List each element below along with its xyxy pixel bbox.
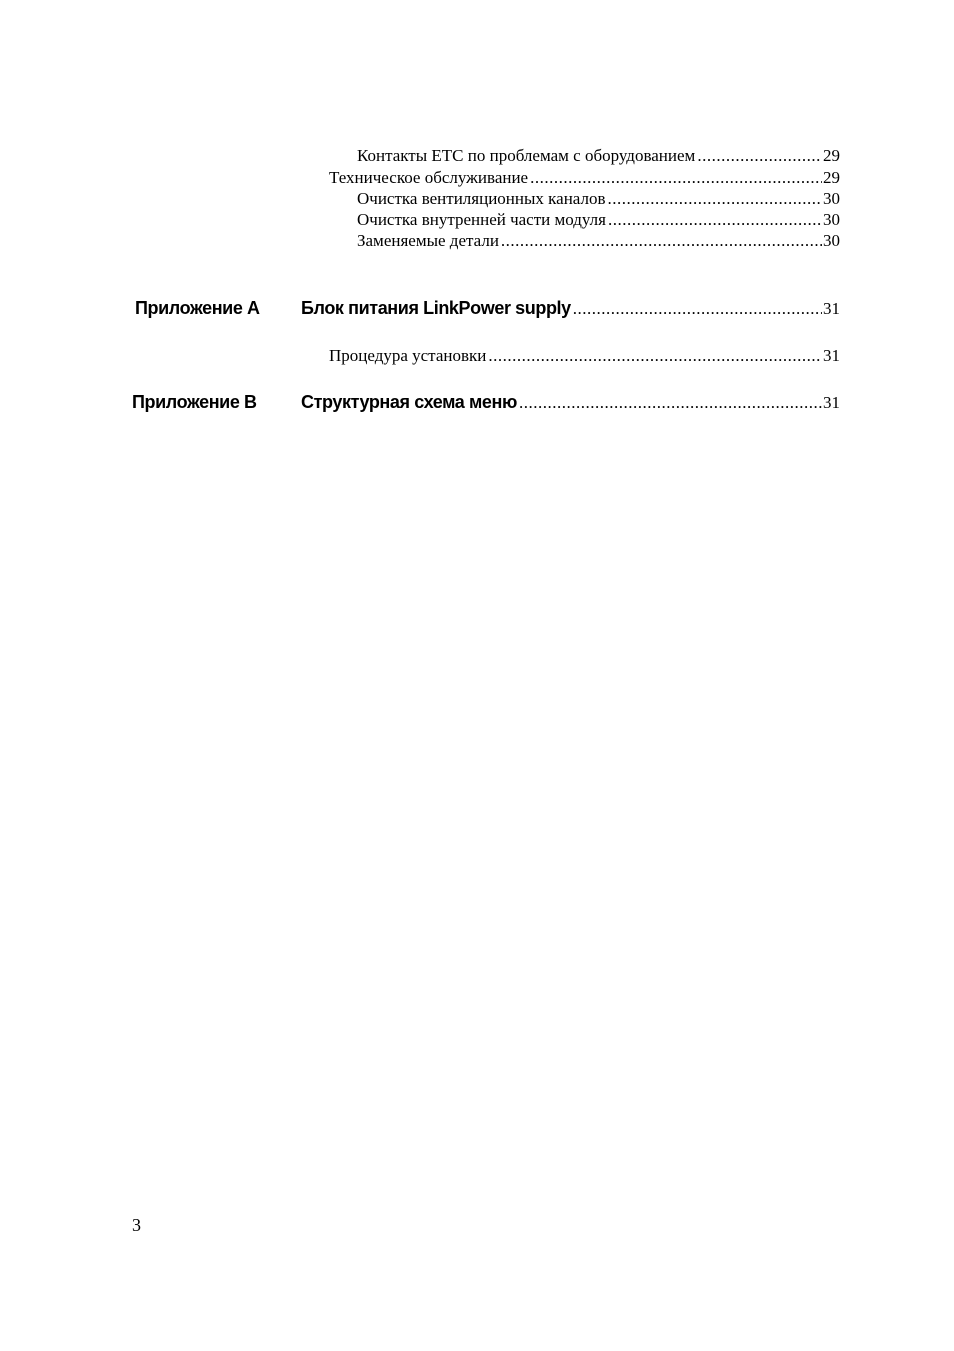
dot-leader [608,210,822,230]
toc-entry-title: Заменяемые детали [357,231,499,250]
dot-leader [501,231,822,251]
appendix-b-entry[interactable] [301,392,840,413]
dot-leader [488,346,822,366]
toc-entry[interactable] [329,168,840,188]
toc-entry-title: Техническое обслуживание [329,168,529,187]
dot-leader [573,299,822,319]
dot-leader [519,393,822,413]
appendix-b-label: Приложение B [132,392,257,412]
appendix-a-entry[interactable] [301,298,840,319]
toc-entry-page: 31 [823,346,840,365]
toc-entry-page: 30 [823,231,840,250]
toc-entry-page: 29 [823,146,840,165]
toc-entry-page: 30 [823,210,840,229]
appendix-a-page: 31 [823,299,840,318]
toc-entry[interactable] [357,210,840,230]
toc-entry-page: 29 [823,168,840,187]
appendix-b-page: 31 [823,393,840,412]
toc-entry-title: Контакты ETC по проблемам с оборудованием [357,146,696,165]
dot-leader [530,168,822,188]
appendix-b-title: Структурная схема меню [301,392,517,412]
toc-entry[interactable] [357,231,840,251]
appendix-a-title: Блок питания LinkPower supply [301,298,571,318]
toc-entry[interactable] [357,189,840,209]
dot-leader [608,189,822,209]
toc-entry[interactable] [357,146,840,166]
toc-entry-title: Очистка вентиляционных каналов [357,189,606,208]
dot-leader [697,146,822,166]
toc-entry-title: Процедура установки [329,346,487,365]
appendix-a-label: Приложение A [135,298,260,318]
toc-entry-title: Очистка внутренней части модуля [357,210,606,229]
page-number: 3 [132,1215,141,1235]
toc-entry-page: 30 [823,189,840,208]
toc-entry[interactable] [329,346,840,366]
